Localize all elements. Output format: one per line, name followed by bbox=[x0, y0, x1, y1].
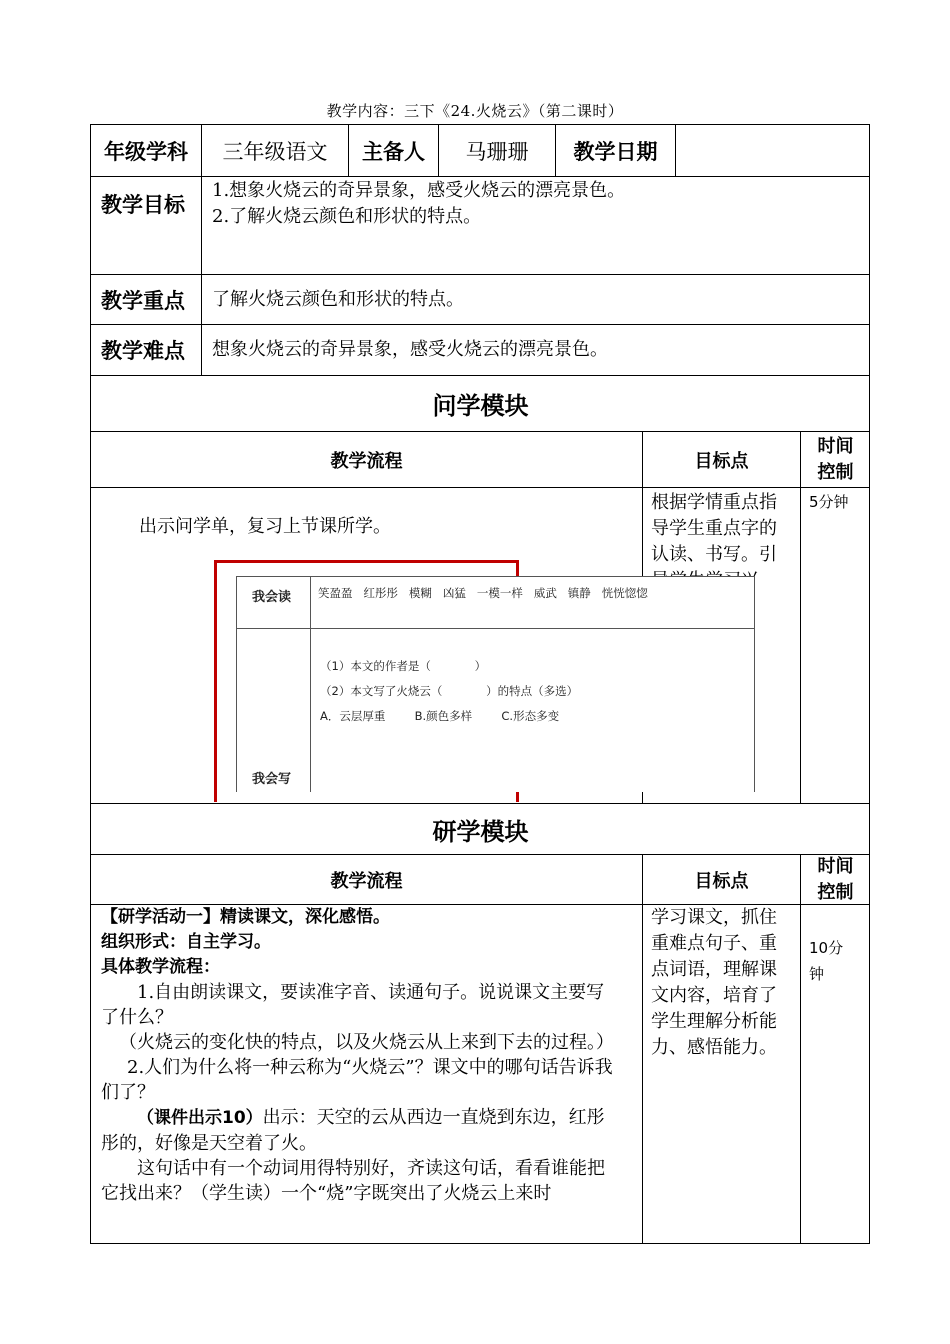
red-frame-top bbox=[214, 560, 519, 563]
page-header: 教学内容：三下《24.火烧云》（第二课时） bbox=[326, 102, 624, 120]
worksheet-image bbox=[214, 560, 774, 802]
ws-q2: （2）本文写了火烧云（ ）的特点（多选） bbox=[320, 684, 579, 698]
module1-col-target: 目标点 bbox=[642, 431, 800, 487]
red-frame-right-bottom bbox=[516, 792, 519, 802]
module1-col-time-text: 时间控制 bbox=[817, 435, 854, 483]
difficulties-label: 教学难点 bbox=[90, 324, 201, 375]
courseware-line bbox=[101, 1105, 622, 1156]
organization-form: 组织形式：自主学习。 bbox=[101, 932, 271, 952]
module2-title: 研学模块 bbox=[90, 803, 870, 854]
courseware-text: 出示：天空的云从西边一直烧到东边，红彤彤的，好像是天空着了火。 bbox=[101, 1107, 605, 1154]
ws-read-words: 笑盈盈 红彤彤 模糊 凶猛 一模一样 威武 镇静 恍恍惚惚 bbox=[318, 586, 648, 600]
ws-right-border bbox=[754, 576, 755, 792]
ws-mid-divider bbox=[310, 576, 311, 792]
objective-item: 2.了解火烧云颜色和形状的特点。 bbox=[212, 206, 482, 227]
preparer-label: 主备人 bbox=[348, 124, 438, 176]
ws-q1: （1）本文的作者是（ ） bbox=[320, 659, 487, 673]
preparer-value: 马珊珊 bbox=[438, 124, 555, 176]
module2-time-text: 10分钟 bbox=[809, 939, 844, 983]
ws-read-label: 我会读 bbox=[252, 590, 292, 605]
key-points-label: 教学重点 bbox=[90, 274, 201, 324]
ws-top-border bbox=[236, 576, 754, 577]
module1-process-text: 出示问学单，复习上节课所学。 bbox=[139, 516, 391, 537]
key-points-text: 了解火烧云颜色和形状的特点。 bbox=[201, 274, 870, 324]
module2-col-target: 目标点 bbox=[642, 854, 800, 904]
ws-write-label: 我会写 bbox=[252, 772, 292, 787]
step-3: 这句话中有一个动词用得特别好，齐读这句话，看看谁能把它找出来？（学生读）一个“烧”字既突出了火烧云上来时 bbox=[101, 1158, 605, 1204]
date-value bbox=[675, 124, 870, 176]
red-frame-left bbox=[214, 560, 217, 802]
module2-time bbox=[800, 904, 870, 1244]
ws-left-border bbox=[236, 576, 237, 792]
courseware-label: （课件出示10） bbox=[137, 1108, 263, 1128]
module1-time-text: 5分钟 bbox=[809, 493, 849, 511]
module2-col-process: 教学流程 bbox=[90, 854, 642, 904]
worksheet-inner bbox=[236, 576, 774, 792]
module1-col-process: 教学流程 bbox=[90, 431, 642, 487]
ws-row-divider bbox=[236, 628, 754, 629]
grade-value: 三年级语文 bbox=[201, 124, 348, 176]
objective-item: 1.想象火烧云的奇异景象，感受火烧云的漂亮景色。 bbox=[212, 180, 626, 201]
module2-target: 学习课文，抓住重难点句子、重点词语，理解课文内容，培育了学生理解分析能力、感悟能力。 bbox=[642, 904, 800, 1244]
activity-title: 【研学活动一】精读课文，深化感悟。 bbox=[101, 907, 390, 927]
step-1: 1.自由朗读课文，要读准字音、读通句子。说说课文主要写了什么？ bbox=[101, 982, 605, 1028]
module2-col-time bbox=[800, 854, 870, 904]
module1-col-time bbox=[800, 431, 870, 487]
module2-process bbox=[90, 904, 642, 1244]
step-2: 2.人们为什么将一种云称为“火烧云”？课文中的哪句话告诉我们了？ bbox=[101, 1057, 613, 1103]
module1-target-text: 根据学情重点指导学生重点字的认读、书写。引 bbox=[651, 492, 777, 565]
ws-options: A．云层厚重 B.颜色多样 C.形态多变 bbox=[320, 709, 560, 723]
red-frame-right bbox=[516, 560, 519, 576]
date-label: 教学日期 bbox=[555, 124, 675, 176]
objectives-content bbox=[201, 176, 870, 274]
module1-title: 问学模块 bbox=[90, 375, 870, 431]
objectives-label: 教学目标 bbox=[90, 176, 201, 274]
difficulties-text: 想象火烧云的奇异景象，感受火烧云的漂亮景色。 bbox=[201, 324, 870, 375]
flow-label: 具体教学流程： bbox=[101, 957, 220, 977]
step-1-answer: （火烧云的变化快的特点，以及火烧云从上来到下去的过程。） bbox=[119, 1032, 614, 1053]
module1-time bbox=[800, 487, 870, 803]
grade-label: 年级学科 bbox=[90, 124, 201, 176]
module2-col-time-text: 时间控制 bbox=[817, 855, 854, 903]
